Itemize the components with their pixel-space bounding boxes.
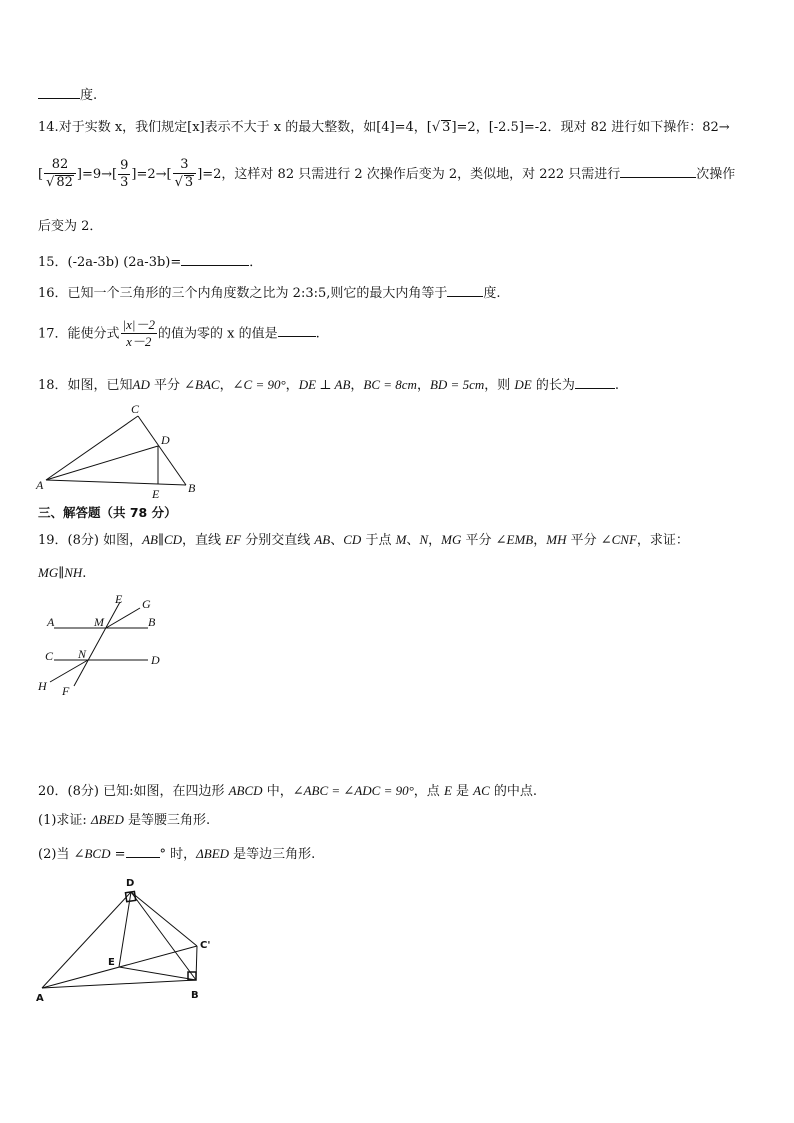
q19-mg: MG xyxy=(441,532,462,547)
q14-f3-den xyxy=(173,174,197,190)
q19-m: M xyxy=(395,532,407,547)
q19-figure xyxy=(30,588,180,700)
q18-p6: ， xyxy=(285,378,299,393)
q15-end: ． xyxy=(249,255,263,270)
q20-i: 的中点. xyxy=(489,784,538,799)
q14-text2-end: 次操作 xyxy=(696,166,736,182)
q14-f1-den xyxy=(44,174,76,190)
q14-bracket: [ xyxy=(38,166,44,182)
q13-unit: 度. xyxy=(80,88,98,103)
q14-step1: ]=9→[ xyxy=(76,166,118,182)
q14-f3-den-value: 3 xyxy=(184,175,194,191)
q16-answer-blank[interactable] xyxy=(447,284,483,297)
q17-num: |x|－2 xyxy=(121,318,157,334)
q20-p2c: = xyxy=(110,847,126,862)
q19-mm: ， xyxy=(428,533,442,548)
q14-fraction2 xyxy=(118,159,130,191)
q18-label-a: A xyxy=(36,478,44,492)
q18-angle-bac: ∠BAC xyxy=(184,377,220,392)
q14-f2-den: 3 xyxy=(120,174,129,190)
q20-part2 xyxy=(38,845,315,861)
q20-p2-triangle: ΔBED xyxy=(196,846,230,861)
q19-mh: MH xyxy=(546,532,567,547)
q20-p1-triangle: ΔBED xyxy=(90,812,124,827)
q19-mg-parallel-nh: MG∥NH xyxy=(38,565,83,580)
sqrt-icon: √ xyxy=(174,175,183,191)
q16-end: 度. xyxy=(483,286,501,301)
q20-c: 中， xyxy=(262,784,293,799)
q19-s: 平分 xyxy=(566,533,601,548)
q19-cd: CD xyxy=(343,532,362,547)
q19-n: N xyxy=(419,532,429,547)
q14-f2-num: 9 xyxy=(118,159,130,175)
q14-step2: ]=2→[ xyxy=(131,166,172,182)
q18-p8: ， xyxy=(350,378,364,393)
q20-line-ad xyxy=(42,892,131,988)
q20-abcd: ABCD xyxy=(228,783,263,798)
q17-pre: 17．能使分式 xyxy=(38,326,120,342)
q19-angle-cnf: ∠CNF xyxy=(600,532,637,547)
q18-label-e: E xyxy=(152,487,160,500)
q20-e: ，点 xyxy=(413,784,444,799)
q19-label-a: A xyxy=(47,615,55,629)
q18-pre: 18．如图，已知 xyxy=(38,378,133,393)
q20-p2d: ° 时， xyxy=(159,847,197,862)
q20-label-c: C' xyxy=(200,940,211,951)
q19-a: 19．(8分) 如图， xyxy=(38,533,143,548)
q20-ac: AC xyxy=(473,783,490,798)
q20-p2f: 是等边三角形. xyxy=(229,847,316,862)
q18-end: . xyxy=(614,378,619,393)
q16 xyxy=(38,284,501,300)
q18-label-b: B xyxy=(188,481,196,495)
q13-answer-blank[interactable] xyxy=(38,86,80,99)
q19-label-d: D xyxy=(151,653,160,667)
q19-k: 、 xyxy=(406,533,420,548)
sqrt-icon: √ xyxy=(46,175,55,191)
q20-line-db xyxy=(131,892,196,980)
q16-text: 16．已知一个三角形的三个内角度数之比为 2:3:5,则它的最大内角等于 xyxy=(38,286,448,301)
q20-p1c: 是等腰三角形. xyxy=(123,813,211,828)
q18-p2: 平分 xyxy=(149,378,185,393)
q18-figure xyxy=(30,400,210,500)
q19-e: 分别交直线 xyxy=(241,533,315,548)
q19-label-f: F xyxy=(62,684,70,698)
q20-label-e: E xyxy=(108,957,115,968)
q18-p14: 的长为 xyxy=(531,378,575,393)
q17-post: 的值为零的 x 的值是 xyxy=(157,326,278,342)
q20-label-d: D xyxy=(126,878,135,889)
q18-p4: ， xyxy=(219,378,233,393)
q20-line-eb xyxy=(119,967,196,980)
q20-point-e: E xyxy=(443,783,452,798)
q14-sqrt3: 3 xyxy=(442,120,451,135)
q19-angle-emb: ∠EMB xyxy=(495,532,534,547)
q14-line1 xyxy=(38,120,730,135)
q19-u: ，求证： xyxy=(636,533,689,548)
q20-g: 是 xyxy=(451,784,474,799)
q17-den: x－2 xyxy=(126,334,152,350)
q19-line2-end: . xyxy=(82,566,87,581)
q18-bc: BC = 8cm xyxy=(363,377,417,392)
q18-de-perp-ab: DE ⊥ AB xyxy=(298,377,351,392)
q14-text1b: ]=2，[-2.5]=-2．现对 82 进行如下操作：82→ xyxy=(451,120,730,135)
q18-ad: AD xyxy=(132,377,150,392)
q19-label-b: B xyxy=(148,615,156,629)
q19-ef: EF xyxy=(225,532,242,547)
q14-fraction3 xyxy=(173,158,197,191)
q19-label-n: N xyxy=(78,647,87,661)
sqrt-icon: √ xyxy=(431,120,441,135)
q18-bd: BD = 5cm xyxy=(429,377,485,392)
q20-part1 xyxy=(38,813,210,827)
q18-line-ad xyxy=(46,446,158,480)
q19-label-m: M xyxy=(94,615,104,629)
q17-answer-blank[interactable] xyxy=(278,324,316,337)
q18-line-ab xyxy=(46,480,186,485)
q20-answer-blank[interactable] xyxy=(126,845,160,858)
q14-line3: 后变为 2． xyxy=(38,219,103,234)
q14-text2: ]=2，这样对 82 只需进行 2 次操作后变为 2，类似地，对 222 只需进行 xyxy=(197,166,621,182)
q20-line1 xyxy=(38,784,537,798)
q19-q: ， xyxy=(533,533,547,548)
q19-c: ，直线 xyxy=(182,533,226,548)
q20-line-dc xyxy=(131,892,197,946)
q20-line-ab xyxy=(42,980,196,988)
q18-de: DE xyxy=(514,377,532,392)
q15-text: 15．(-2a-3b) (2a-3b)= xyxy=(38,255,182,270)
q19-line1 xyxy=(38,533,689,547)
q18-angle-c: ∠C = 90° xyxy=(232,377,286,392)
q19-g: 、 xyxy=(330,533,344,548)
q14-fraction1 xyxy=(44,158,76,191)
q19-label-g: G xyxy=(142,597,151,611)
q19-label-e: E xyxy=(115,592,123,606)
q14-f1-num: 82 xyxy=(44,158,76,174)
q20-angles: ∠ABC = ∠ADC = 90° xyxy=(292,783,414,798)
q20-p2-angle: ∠BCD xyxy=(73,846,111,861)
q18 xyxy=(38,376,619,392)
q20-label-a: A xyxy=(36,993,44,1004)
q15 xyxy=(38,253,262,269)
q19-ab: AB xyxy=(314,532,331,547)
q15-answer-blank[interactable] xyxy=(181,253,249,266)
q17 xyxy=(38,318,320,350)
q18-line-cb xyxy=(138,416,186,485)
q19-ab-parallel-cd: AB∥CD xyxy=(142,532,183,547)
q18-label-d: D xyxy=(161,433,170,447)
q18-p10: ， xyxy=(416,378,430,393)
section3-title: 三、解答题（共 78 分） xyxy=(38,505,177,520)
q14-number: 14. xyxy=(38,120,59,135)
q19-label-h: H xyxy=(38,679,47,693)
q18-answer-blank[interactable] xyxy=(575,376,615,389)
q13-tail xyxy=(38,86,97,102)
q18-label-c: C xyxy=(131,402,140,416)
q14-text1: 对于实数 x，我们规定[x]表示不大于 x 的最大整数，如[4]=4，[ xyxy=(58,120,432,135)
q18-line-ac xyxy=(46,416,138,480)
q19-o: 平分 xyxy=(461,533,496,548)
q19-line2 xyxy=(38,566,86,580)
q14-f1-den-value: 82 xyxy=(56,175,73,191)
q14-answer-blank[interactable] xyxy=(620,165,696,178)
q17-fraction xyxy=(121,318,157,350)
q19-i: 于点 xyxy=(361,533,396,548)
q14-line2 xyxy=(38,158,735,191)
q19-label-c: C xyxy=(45,649,54,663)
q20-p1a: (1)求证: xyxy=(38,813,91,828)
q20-label-b: B xyxy=(191,990,199,1001)
q20-figure xyxy=(30,872,220,1008)
q18-p12: ，则 xyxy=(484,378,515,393)
q20-a: 20．(8分) 已知:如图，在四边形 xyxy=(38,784,229,799)
q17-end: . xyxy=(315,326,320,342)
q14-f3-num: 3 xyxy=(173,158,197,174)
q20-p2a: (2)当 xyxy=(38,847,74,862)
